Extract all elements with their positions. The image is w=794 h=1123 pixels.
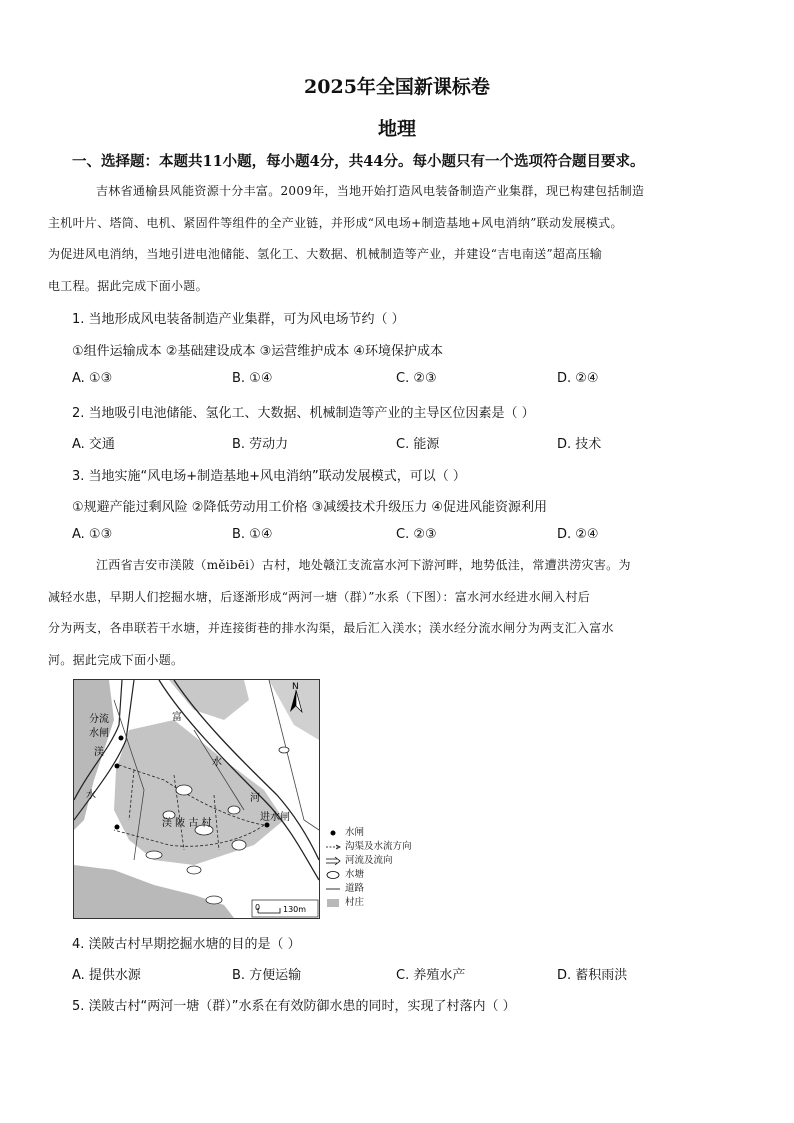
passage-1-line-2: 主机叶片、塔筒、电机、紧固件等组件的全产业链，并形成“风电场+制造基地+风电消纳”联动发展模式。: [48, 215, 623, 230]
scale-label: 130m: [283, 905, 307, 914]
passage-2-line-3: 分为两支，各串联若干水塘，并连接街巷的排水沟渠，最后汇入渼水；渼水经分流水闸分为两支汇入富水: [48, 621, 614, 635]
pond: [146, 851, 162, 859]
question-2-stem: 2. 当地吸引电池储能、氢化工、大数据、机械制造等产业的主导区位因素是（ ）: [72, 406, 535, 421]
map-legend: [325, 826, 412, 910]
question-5-stem: 5. 渼陂古村“两河一塘（群）”水系在有效防御水患的同时，实现了村落内（ ）: [72, 999, 516, 1014]
legend-pond: [325, 868, 412, 882]
label-village: 渼 陂 古 村: [162, 818, 212, 829]
pond: [187, 866, 201, 874]
section-heading: 一、选择题：本题共11小题，每小题4分，共44分。每小题只有一个选项符合题目要求。: [72, 153, 645, 170]
sluice-dot-icon: [325, 828, 341, 838]
q4-option-a[interactable]: A. 提供水源: [72, 968, 141, 983]
pond: [228, 806, 240, 814]
legend-road-label: 道路: [345, 883, 365, 894]
passage-1-line-3: 为促进风电消纳，当地引进电池储能、氢化工、大数据、机械制造等产业，并建设“吉电南送”超高压输: [48, 247, 603, 261]
label-mei: 渼: [94, 747, 104, 758]
passage-1-line-1: 吉林省通榆县风能资源十分丰富。2009年，当地开始打造风电装备制造产业集群，现已构建包括制造: [96, 184, 645, 198]
question-1-stem: 1. 当地形成风电装备制造产业集群，可为风电场节约（ ）: [72, 312, 405, 327]
question-3-items: ①规避产能过剩风险 ②降低劳动用工价格 ③减缓技术升级压力 ④促进风能资源利用: [72, 500, 548, 515]
sluice: [115, 825, 120, 830]
road-line-icon: [325, 884, 341, 894]
village-swatch-icon: [325, 898, 341, 908]
q2-option-c[interactable]: C. 能源: [396, 437, 440, 452]
legend-sluice-label: 水闸: [345, 827, 365, 838]
q1-option-b[interactable]: B. ①④: [232, 371, 273, 386]
label-fu: 富: [172, 712, 182, 723]
q1-option-d[interactable]: D. ②④: [557, 371, 599, 386]
legend-village-label: 村庄: [345, 897, 365, 908]
q4-option-b[interactable]: B. 方便运输: [232, 968, 302, 983]
pond: [232, 840, 246, 850]
legend-pond-label: 水塘: [345, 869, 365, 880]
legend-sluice: [325, 826, 412, 840]
q3-option-a[interactable]: A. ①③: [72, 527, 113, 542]
sluice: [115, 764, 120, 769]
passage-2-line-1: 江西省吉安市渼陂（měibēi）古村，地处赣江支流富水河下游河畔，地势低洼，常遭洪涝灾害。为: [96, 558, 631, 572]
q2-option-d[interactable]: D. 技术: [557, 437, 602, 452]
q2-option-b[interactable]: B. 劳动力: [232, 437, 289, 452]
question-4-stem: 4. 渼陂古村早期挖掘水塘的目的是（ ）: [72, 937, 301, 952]
q1-option-c[interactable]: C. ②③: [396, 371, 437, 386]
scale-zero: 0: [255, 903, 261, 912]
label-fenliu-2: 水闸: [89, 728, 109, 739]
q4-option-d[interactable]: D. 蓄积雨洪: [557, 968, 628, 983]
sluice-fenliu: [119, 736, 124, 741]
river-arrow-icon: [325, 856, 341, 866]
map-svg: [74, 680, 319, 918]
q3-option-c[interactable]: C. ②③: [396, 527, 437, 542]
subject-title: 地理: [377, 118, 416, 140]
pond: [176, 785, 192, 795]
label-fenliu-1: 分流: [89, 714, 109, 725]
label-shui-fu: 水: [212, 757, 222, 768]
page-title: 2025年全国新课标卷: [304, 76, 490, 98]
label-jinshuizha: 进水闸: [260, 812, 290, 823]
q1-option-a[interactable]: A. ①③: [72, 371, 113, 386]
legend-canal-label: 沟渠及水流方向: [345, 841, 412, 852]
passage-2: [48, 550, 732, 676]
passage-2-line-2: 减轻水患，早期人们挖掘水塘，后逐渐形成“两河一塘（群）”水系（下图）：富水河水经进水闸入村后: [48, 589, 591, 604]
question-1-items: ①组件运输成本 ②基础建设成本 ③运营维护成本 ④环境保护成本: [72, 344, 444, 359]
legend-river-label: 河流及流向: [345, 855, 393, 866]
legend-river: [325, 854, 412, 868]
pond-icon: [325, 870, 341, 880]
canal-arrow-icon: [325, 842, 341, 852]
pond: [206, 896, 222, 904]
label-shui-mei: 水: [86, 790, 96, 801]
label-he: 河: [250, 793, 260, 804]
q3-option-d[interactable]: D. ②④: [557, 527, 599, 542]
legend-road: [325, 882, 412, 896]
sluice-jinshui: [265, 823, 270, 828]
passage-1: [48, 176, 732, 302]
q3-option-b[interactable]: B. ①④: [232, 527, 273, 542]
passage-2-line-4: 河。据此完成下面小题。: [48, 652, 184, 667]
village-area-south: [74, 865, 234, 918]
question-3-stem: 3. 当地实施“风电场+制造基地+风电消纳”联动发展模式，可以（ ）: [72, 469, 466, 484]
q4-option-c[interactable]: C. 养殖水产: [396, 968, 466, 983]
pond: [279, 747, 289, 753]
legend-village: [325, 896, 412, 910]
village-water-system-map: [73, 679, 320, 919]
passage-1-line-4: 电工程。据此完成下面小题。: [48, 278, 208, 293]
legend-canal: [325, 840, 412, 854]
q2-option-a[interactable]: A. 交通: [72, 437, 115, 452]
north-label: N: [292, 682, 299, 692]
